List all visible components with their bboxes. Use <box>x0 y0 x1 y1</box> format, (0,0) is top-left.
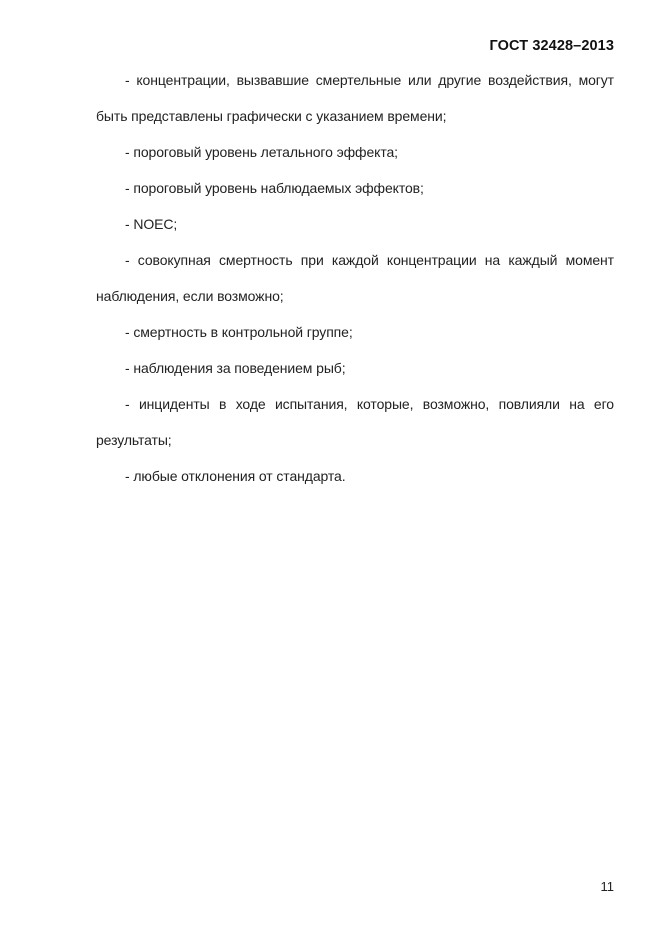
document-body <box>96 62 614 494</box>
list-item: - совокупная смертность при каждой концентрации на каждый момент наблюдения, если возможно; <box>96 252 614 304</box>
list-item: - концентрации, вызвавшие смертельные или другие воздействия, могут быть представлены графически с указанием времени; <box>96 72 614 124</box>
list-item: - смертность в контрольной группе; <box>125 324 353 340</box>
list-item: - NOEC; <box>125 216 178 232</box>
list-item: - инциденты в ходе испытания, которые, возможно, повлияли на его результаты; <box>96 396 614 448</box>
list-item: - любые отклонения от стандарта. <box>125 468 346 484</box>
document-code-header: ГОСТ 32428–2013 <box>489 38 614 54</box>
list-item: - пороговый уровень наблюдаемых эффектов; <box>125 180 424 196</box>
list-item: - пороговый уровень летального эффекта; <box>125 144 398 160</box>
list-item: - наблюдения за поведением рыб; <box>125 360 346 376</box>
page-number: 11 <box>600 879 614 894</box>
